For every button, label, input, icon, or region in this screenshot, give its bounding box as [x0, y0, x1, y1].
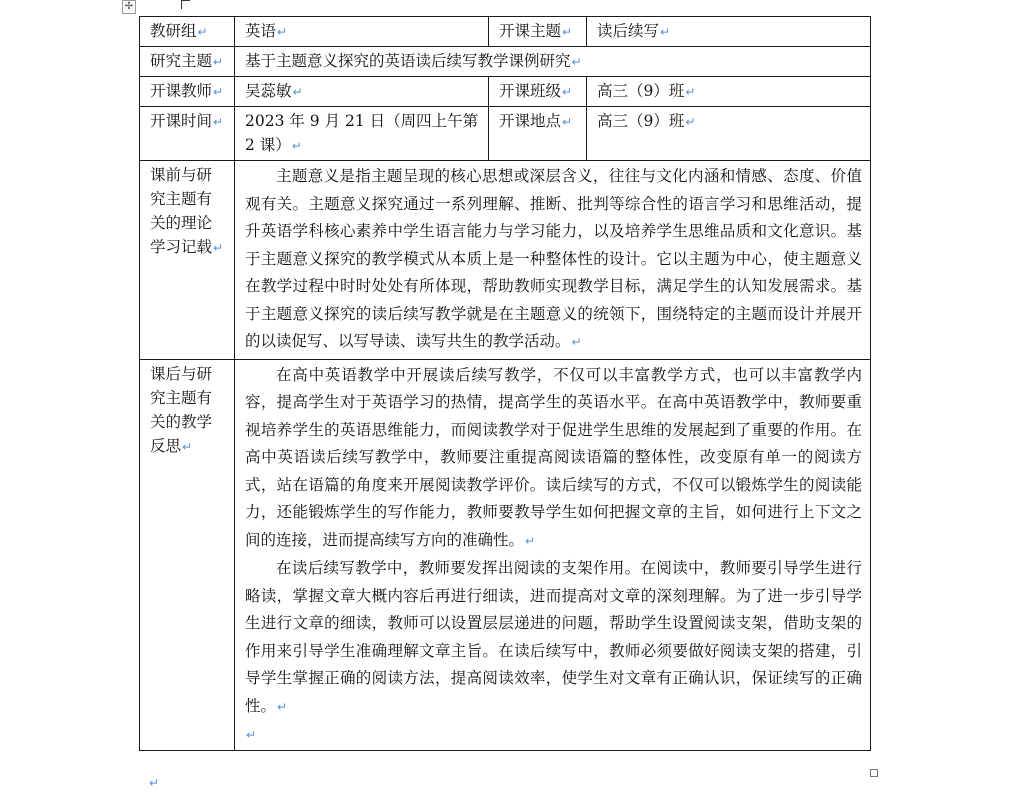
paragraph-mark: ↵ [213, 55, 224, 69]
value-teacher[interactable]: 吴蕊敏↵ [235, 77, 489, 107]
label-reflection[interactable]: 课后与研究主题有关的教学反思↵ [140, 359, 235, 751]
paragraph-mark: ↵ [562, 25, 573, 39]
paragraph-mark: ↵ [291, 139, 302, 153]
paragraph-mark: ↵ [571, 335, 582, 349]
reflection-paragraph-2: 在读后续写教学中，教师要发挥出阅读的支架作用。在阅读中，教师要引导学生进行略读，掌握文章大概内容后再进行细读，进而提高对文章的深刻理解。为了进一步引导学生进行文章的细读，教师可以设置层层递进的问题，帮助学生设置阅读支架，借助支架的作用来引导学生准确理解文章主旨。在读后续写中，教师必须要做好阅读支架的搭建，引导学生掌握正确的阅读方法，提高阅读效率，使学生对文章有正确认识，保证续写的正确性。↵ [245, 559, 862, 715]
label-lesson-topic[interactable]: 开课主题↵ [489, 17, 587, 47]
label-research-topic[interactable]: 研究主题↵ [140, 47, 235, 77]
paragraph-mark: ↵ [213, 115, 224, 129]
table-row-group [140, 17, 871, 47]
table-row-teacher [140, 77, 871, 107]
value-reflection[interactable] [235, 359, 871, 751]
theory-paragraph: 主题意义是指主题呈现的核心思想或深层含义，往往与文化内涵和情感、态度、价值观有关。主题意义探究通过一系列理解、推断、批判等综合性的语言学习和思维活动，提升英语学科核心素养中学生语言能力与学习能力，以及培养学生思维品质和文化意识。基于主题意义探究的教学模式从本质上是一种整体性的设计。它以主题为中心，使主题意义在教学过程中时时处处有所体现，帮助教师实现教学目标，满足学生的认知发展需求。基于主题意义探究的读后续写教学就是在主题意义的统领下，围绕特定的主题而设计并展开的以读促写、以写导读、读写共生的教学活动。↵ [245, 167, 862, 350]
label-location[interactable]: 开课地点↵ [489, 107, 587, 161]
value-class[interactable]: 高三（9）班↵ [587, 77, 871, 107]
paragraph-mark: ↵ [277, 699, 288, 714]
paragraph-mark: ↵ [246, 728, 257, 742]
paragraph-mark: ↵ [562, 115, 573, 129]
paragraph-mark: ↵ [149, 776, 160, 790]
table-row-theory-notes [140, 161, 871, 360]
paragraph-mark: ↵ [685, 115, 696, 129]
label-class[interactable]: 开课班级↵ [489, 77, 587, 107]
paragraph-mark: ↵ [182, 439, 193, 454]
paragraph-mark: ↵ [213, 241, 224, 255]
trailing-paragraph [148, 772, 159, 791]
lesson-record-table [139, 16, 871, 751]
label-teaching-group[interactable]: 教研组↵ [140, 17, 235, 47]
value-lesson-topic[interactable]: 读后续写↵ [587, 17, 871, 47]
value-teaching-group[interactable]: 英语↵ [235, 17, 489, 47]
paragraph-mark: ↵ [685, 85, 696, 99]
paragraph-mark: ↵ [197, 25, 208, 39]
label-teacher[interactable]: 开课教师↵ [140, 77, 235, 107]
paragraph-mark: ↵ [525, 533, 536, 548]
paragraph-mark: ↵ [660, 25, 671, 39]
paragraph-mark: ↵ [213, 85, 224, 99]
label-time[interactable]: 开课时间↵ [140, 107, 235, 161]
paragraph-mark: ↵ [292, 85, 303, 99]
table-row-research-topic [140, 47, 871, 77]
table-row-reflection [140, 359, 871, 751]
value-theory-notes[interactable] [235, 161, 871, 360]
table-resize-handle[interactable] [870, 769, 878, 777]
table-move-handle[interactable]: ✢ [122, 0, 136, 14]
paragraph-mark: ↵ [571, 55, 582, 69]
value-research-topic[interactable]: 基于主题意义探究的英语读后续写教学课例研究↵ [235, 47, 871, 77]
table-row-time [140, 107, 871, 161]
paragraph-mark: ↵ [277, 25, 288, 39]
paragraph-mark: ↵ [562, 85, 573, 99]
reflection-paragraph-1: 在高中英语教学中开展读后续写教学，不仅可以丰富教学方式，也可以丰富教学内容，提高学生对于英语学习的热情，提高学生的英语水平。在高中英语教学中，教师要重视培养学生的英语思维能力，而阅读教学对于促进学生思维的发展起到了重要的作用。在高中英语读后续写教学中，教师要注重提高阅读语篇的整体性，改变原有单一的阅读方式，站在语篇的角度来开展阅读教学评价。读后续写的方式，不仅可以锻炼学生的阅读能力，还能锻炼学生的写作能力，教师要教导学生如何把握文章的主旨，如何进行上下文之间的连接，进而提高续写方向的准确性。↵ [245, 365, 862, 549]
value-time[interactable]: 2023 年 9 月 21 日（周四上午第 2 课）↵ [235, 107, 489, 161]
empty-paragraph [245, 721, 862, 748]
label-theory-notes[interactable]: 课前与研究主题有关的理论学习记载↵ [140, 161, 235, 360]
text-cursor-mark [181, 0, 190, 9]
value-location[interactable]: 高三（9）班↵ [587, 107, 871, 161]
